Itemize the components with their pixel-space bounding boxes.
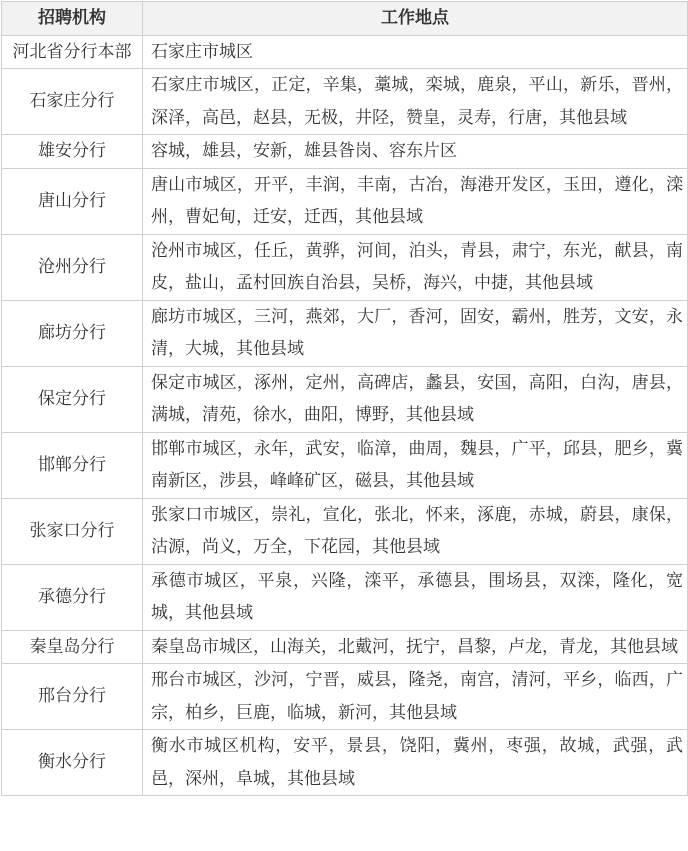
location-cell: 张家口市城区，崇礼，宣化，张北，怀来，涿鹿，赤城，蔚县，康保，沽源，尚义，万全，下花园，其他县域	[143, 498, 688, 564]
table-row	[2, 135, 688, 169]
table-row	[2, 69, 688, 135]
location-cell: 廊坊市城区，三河，燕郊，大厂，香河，固安，霸州，胜芳，文安，永清，大城，其他县域	[143, 300, 688, 366]
org-cell: 沧州分行	[2, 234, 143, 300]
org-cell: 唐山分行	[2, 168, 143, 234]
location-cell: 邯郸市城区，永年，武安，临漳，曲周，魏县，广平，邱县，肥乡，冀南新区，涉县，峰峰矿区，磁县，其他县域	[143, 432, 688, 498]
org-cell: 雄安分行	[2, 135, 143, 169]
table-row	[2, 498, 688, 564]
location-cell: 唐山市城区，开平，丰润，丰南，古冶，海港开发区，玉田，遵化，滦州，曹妃甸，迁安，迁西，其他县域	[143, 168, 688, 234]
recruitment-location-table	[1, 1, 688, 796]
table-row	[2, 168, 688, 234]
header-work-location: 工作地点	[143, 2, 688, 36]
table-row	[2, 664, 688, 730]
location-cell: 沧州市城区，任丘，黄骅，河间，泊头，青县，肃宁，东光，献县，南皮，盐山，孟村回族自治县，吴桥，海兴，中捷，其他县域	[143, 234, 688, 300]
org-cell: 衡水分行	[2, 730, 143, 796]
org-cell: 廊坊分行	[2, 300, 143, 366]
org-cell: 邯郸分行	[2, 432, 143, 498]
recruitment-table-container	[1, 1, 687, 796]
header-recruiting-org: 招聘机构	[2, 2, 143, 36]
table-row	[2, 564, 688, 630]
org-cell: 保定分行	[2, 366, 143, 432]
location-cell: 石家庄市城区	[143, 36, 688, 69]
table-row	[2, 630, 688, 664]
location-cell: 秦皇岛市城区，山海关，北戴河，抚宁，昌黎，卢龙，青龙，其他县域	[143, 630, 688, 664]
table-row	[2, 366, 688, 432]
org-cell: 秦皇岛分行	[2, 630, 143, 664]
table-row	[2, 300, 688, 366]
table-row	[2, 730, 688, 796]
org-cell: 邢台分行	[2, 664, 143, 730]
location-cell: 承德市城区，平泉，兴隆，滦平，承德县，围场县，双滦，隆化，宽城，其他县域	[143, 564, 688, 630]
org-cell: 张家口分行	[2, 498, 143, 564]
table-row	[2, 432, 688, 498]
location-cell: 容城，雄县，安新，雄县昝岗、容东片区	[143, 135, 688, 169]
location-cell: 石家庄市城区，正定，辛集，藁城，栾城，鹿泉，平山，新乐，晋州，深泽，高邑，赵县，无极，井陉，赞皇，灵寿，行唐，其他县域	[143, 69, 688, 135]
org-cell: 河北省分行本部	[2, 36, 143, 69]
table-row	[2, 36, 688, 69]
location-cell: 邢台市城区，沙河，宁晋，威县，隆尧，南宫，清河，平乡，临西，广宗，柏乡，巨鹿，临城，新河，其他县域	[143, 664, 688, 730]
org-cell: 承德分行	[2, 564, 143, 630]
table-row	[2, 234, 688, 300]
location-cell: 衡水市城区机构，安平，景县，饶阳，冀州，枣强，故城，武强，武邑，深州，阜城，其他县域	[143, 730, 688, 796]
location-cell: 保定市城区，涿州，定州，高碑店，蠡县，安国，高阳，白沟，唐县，满城，清苑，徐水，曲阳，博野，其他县域	[143, 366, 688, 432]
table-header-row	[2, 2, 688, 36]
org-cell: 石家庄分行	[2, 69, 143, 135]
